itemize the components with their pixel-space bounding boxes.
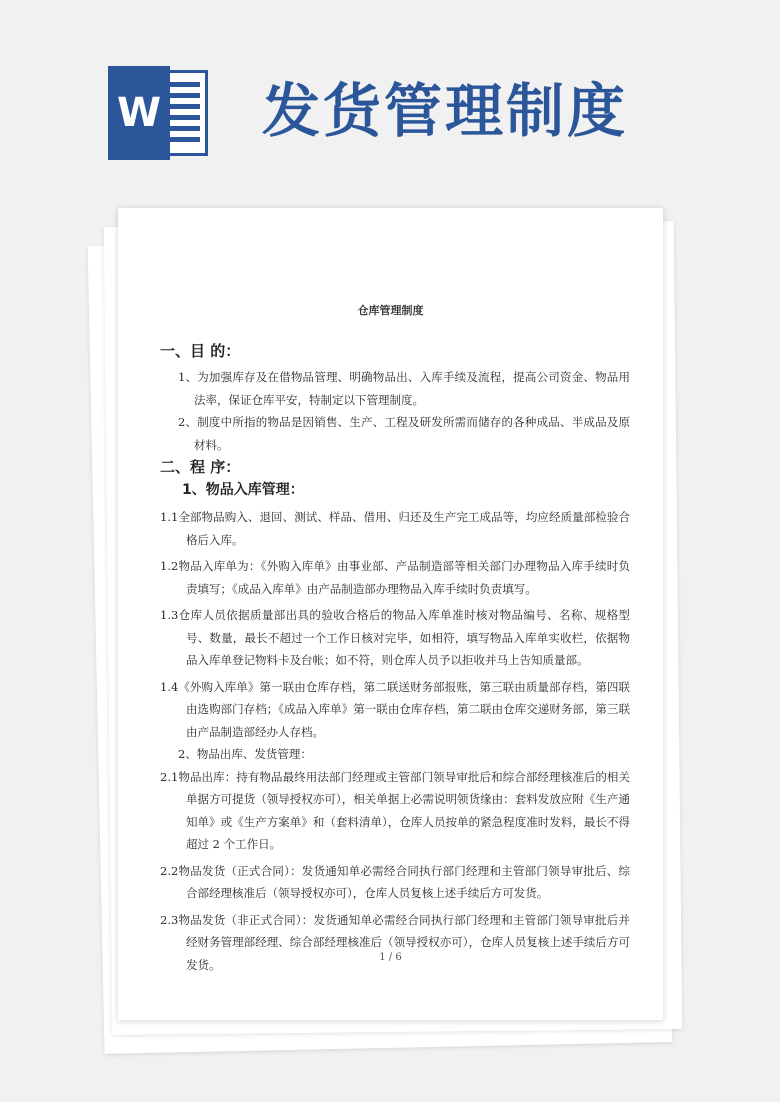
subsection-heading-outbound: 2、物品出库、发货管理： bbox=[178, 747, 312, 761]
inbound-item: 1.2物品入库单为：《外购入库单》由事业部、产品制造部等相关部门办理物品入库手续时负责填写；《成品入库单》由产品制造部办理物品入库手续时负责填写。 bbox=[160, 559, 630, 596]
banner-title: 发货管理制度 bbox=[262, 77, 629, 145]
outbound-item: 2.2物品发货（正式合同）：发货通知单必需经合同执行部门经理和主管部门领导审批后、综合部经理核准后（领导授权亦可），仓库人员复核上述手续后方可发货。 bbox=[160, 863, 630, 900]
outbound-item: 2.3物品发货（非正式合同）：发货通知单必需经合同执行部门经理和主管部门领导审批后并经财务管理部经理、综合部经理核准后（领导授权亦可），仓库人员复核上述手续后方可发货。 bbox=[160, 912, 630, 972]
document-page bbox=[118, 208, 663, 1020]
outbound-item: 2.1物品出库：持有物品最终用法部门经理或主管部门领导审批后和综合部经理核准后的相关单据方可提货（领导授权亦可），相关单据上必需说明领货缘由：套料发放应附《生产通知单》或《生产方案单》和（套料清单），仓库人员按单的紧急程度准时发料，最长不得超过 2 个工作日。 bbox=[160, 769, 630, 851]
page-indicator: 1 / 6 bbox=[379, 952, 402, 963]
purpose-item: 1、为加强库存及在借物品管理、明确物品出、入库手续及流程，提高公司资金、物品用法率，保证仓库平安，特制定以下管理制度。 bbox=[178, 370, 630, 407]
section-heading-purpose: 一、目 的： bbox=[160, 342, 241, 360]
word-logo-letter: W bbox=[108, 66, 170, 160]
word-logo-icon bbox=[108, 66, 208, 160]
page-header bbox=[0, 0, 780, 200]
inbound-item: 1.1全部物品购入、退回、测试、样品、借用、归还及生产完工成品等，均应经质量部检验合格后入库。 bbox=[160, 510, 630, 547]
document-title: 仓库管理制度 bbox=[357, 304, 424, 317]
subsection-heading-inbound: 1、物品入库管理： bbox=[182, 482, 304, 498]
document-body bbox=[160, 340, 630, 976]
inbound-item: 1.3仓库人员依据质量部出具的验收合格后的物品入库单准时核对物品编号、名称、规格型号、数量，最长不超过一个工作日核对完毕，如相符，填写物品入库单实收栏，依据物品入库单登记物料卡及台帐；如不符，则仓库人员予以拒收并马上告知质量部。 bbox=[160, 608, 630, 667]
purpose-item: 2、制度中所指的物品是因销售、生产、工程及研发所需而储存的各种成品、半成品及原材料。 bbox=[178, 415, 630, 452]
inbound-item: 1.4《外购入库单》第一联由仓库存档，第二联送财务部报账，第三联由质量部存档，第四联由选购部门存档；《成品入库单》第一联由仓库存档，第二联由仓库交递财务部，第三联由产品制造部经办人存档。 bbox=[160, 679, 630, 739]
section-heading-procedure: 二、程 序： bbox=[160, 458, 241, 476]
